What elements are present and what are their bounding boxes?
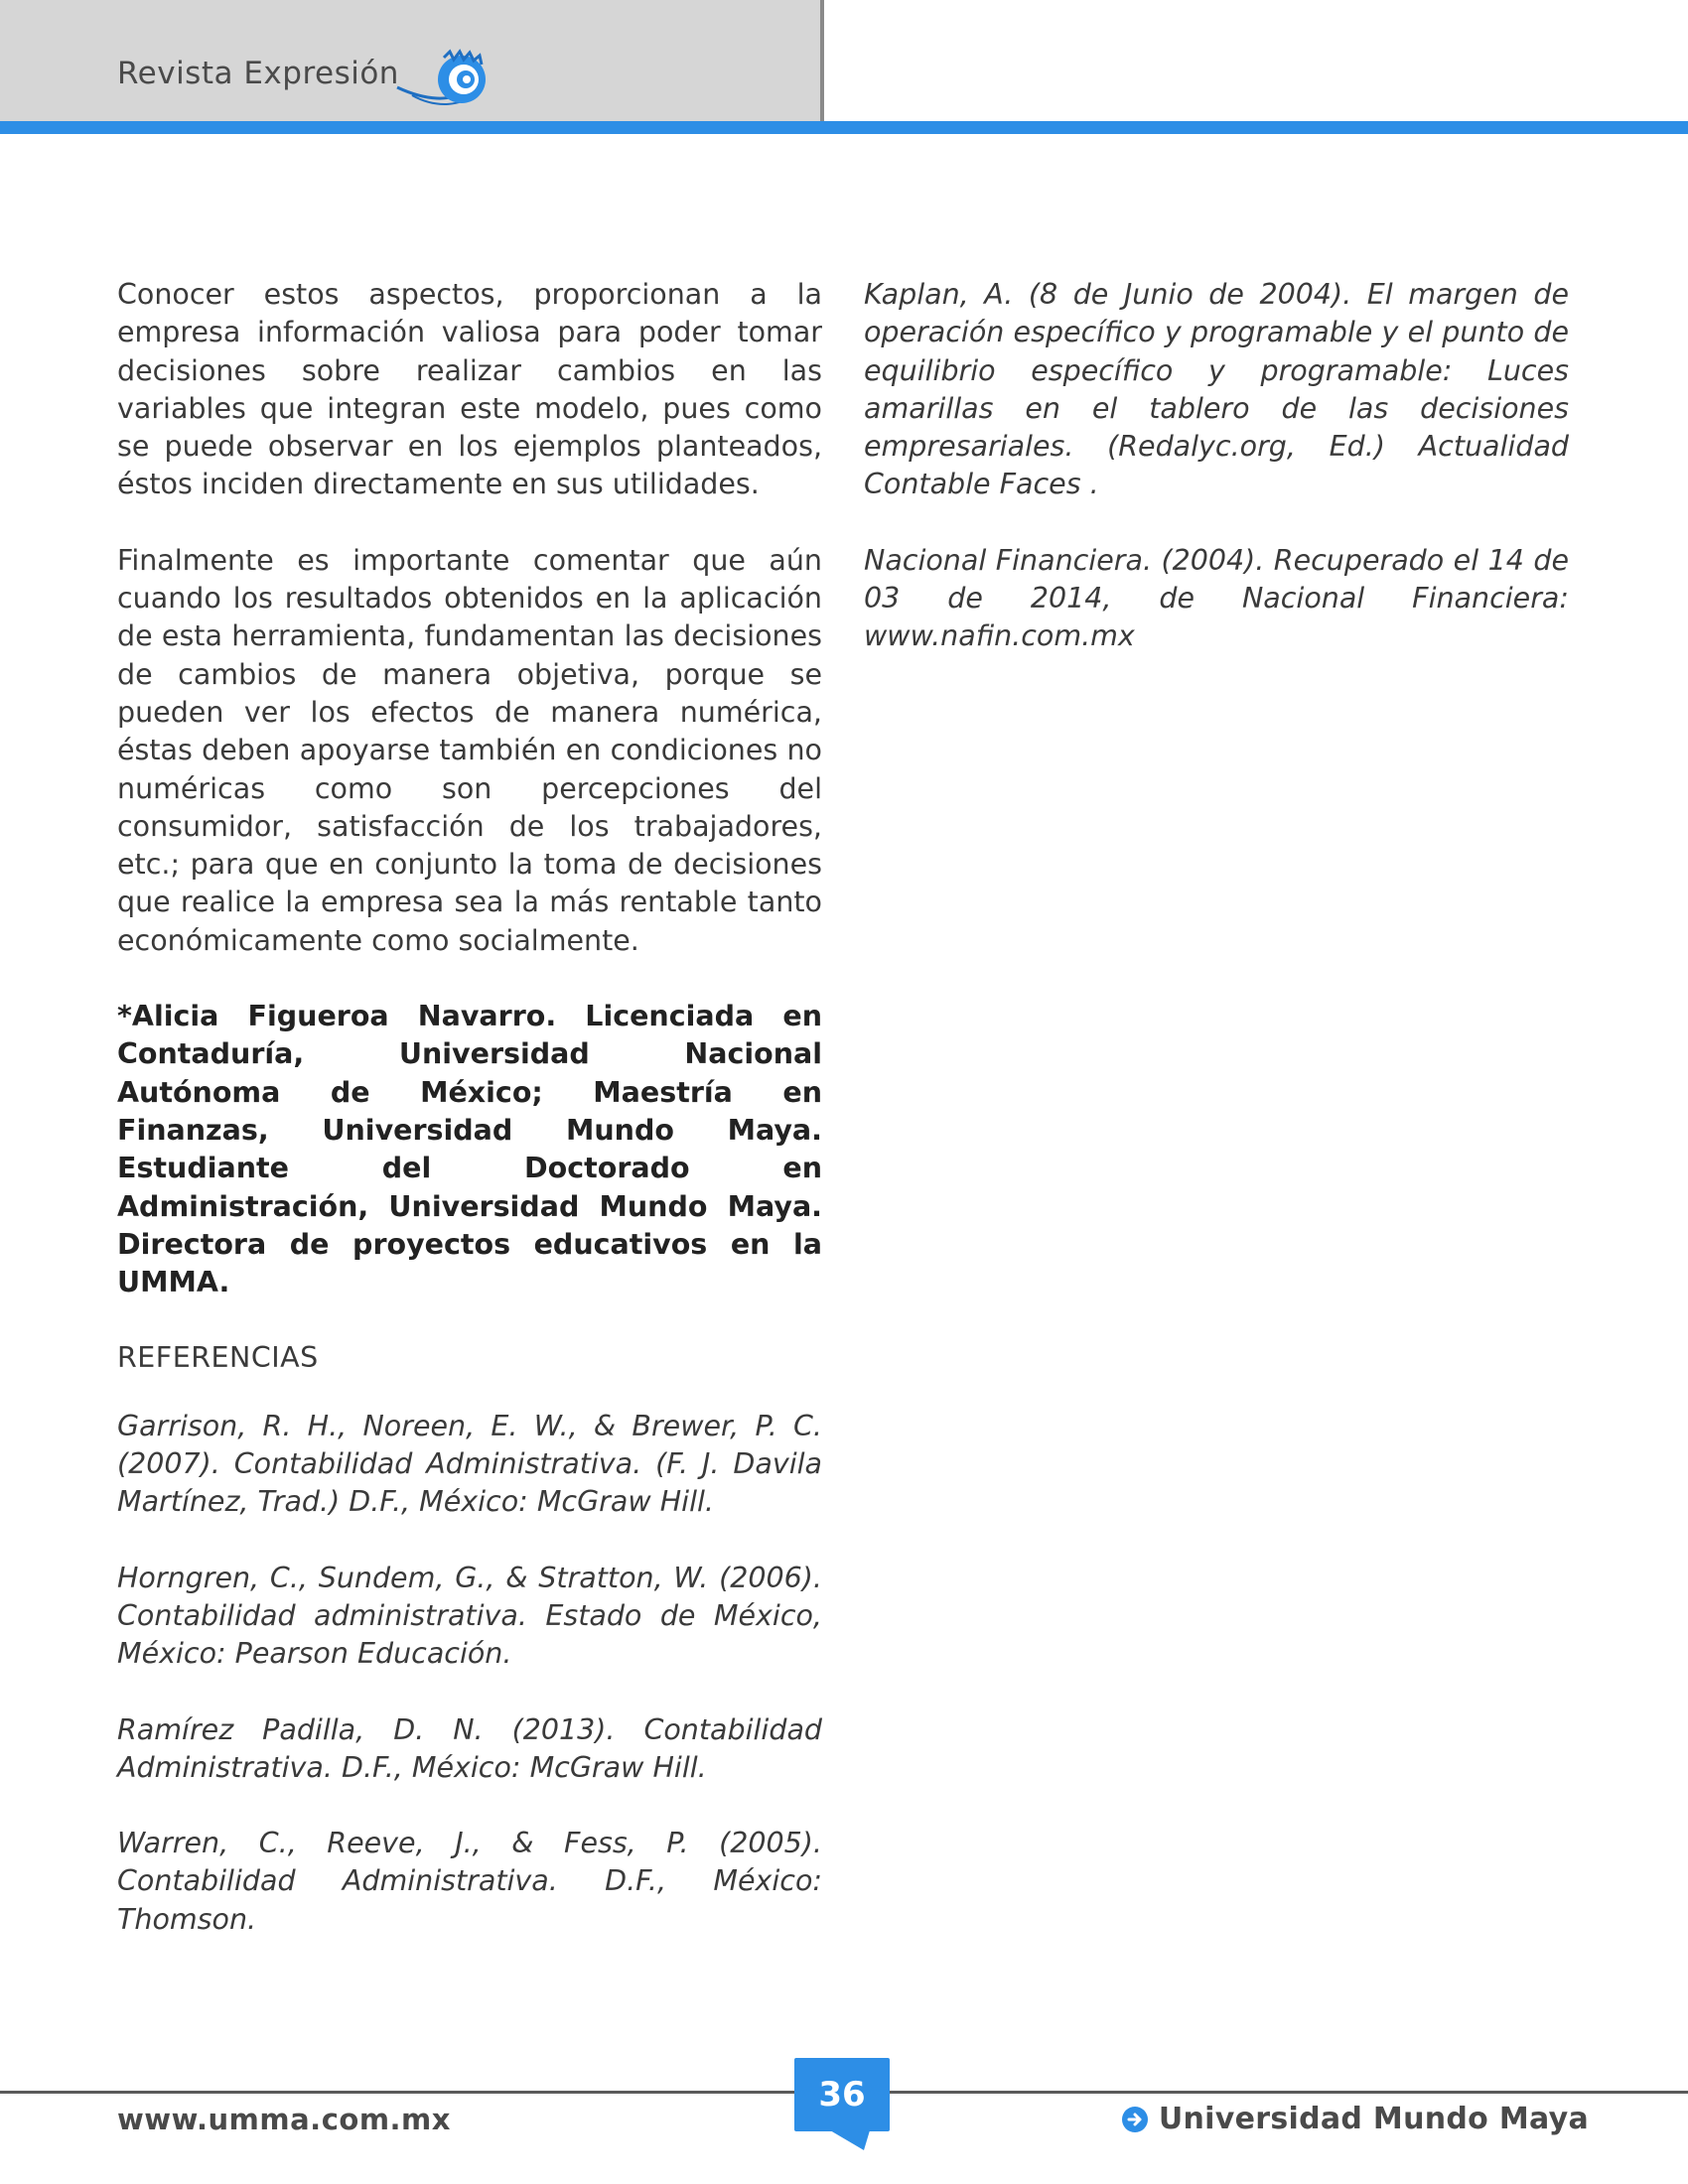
body-paragraph-2: Finalmente es importante comentar que aún cuando los resultados obtenidos en la aplicación de esta herramienta, fundamentan las decisiones de cambios de manera objetiva, porque se pueden ver los efectos de manera numérica, éstas deben apoyarse también en condiciones no numéricas como son percepciones del consumidor, satisfacción de los trabajadores, etc.; para que en conjunto la toma de decisiones que realice la empresa sea la más rentable tanto económicamente como socialmente. bbox=[117, 543, 822, 957]
references-heading: REFERENCIAS bbox=[117, 1341, 319, 1375]
magazine-title: Revista Expresión bbox=[117, 56, 399, 91]
arrow-right-circle-icon bbox=[1121, 2106, 1149, 2133]
reference-item: Garrison, R. H., Noreen, E. W., & Brewer, P. C. (2007). Contabilidad Administrativa. (F. J. Davila Martínez, Trad.) D.F., México: McGraw Hill. bbox=[117, 1409, 822, 1519]
header-rule bbox=[0, 121, 1688, 134]
reference-item: Ramírez Padilla, D. N. (2013). Contabilidad Administrativa. D.F., México: McGraw Hill. bbox=[117, 1712, 822, 1784]
left-column bbox=[117, 276, 822, 1977]
spiral-shell-icon bbox=[392, 40, 501, 119]
footer-url[interactable]: www.umma.com.mx bbox=[117, 2103, 451, 2136]
page-number-tab bbox=[830, 2130, 870, 2150]
right-column bbox=[864, 276, 1569, 694]
author-note: *Alicia Figueroa Navarro. Licenciada en Contaduría, Universidad Nacional Autónoma de México; Maestría en Finanzas, Universidad Mundo Maya. Estudiante del Doctorado en Administración, Universidad Mundo Maya. Directora de proyectos educativos en la UMMA. bbox=[117, 1000, 822, 1299]
reference-item: Warren, C., Reeve, J., & Fess, P. (2005). Contabilidad Administrativa. D.F., México: Thomson. bbox=[117, 1827, 822, 1936]
body-paragraph-1: Conocer estos aspectos, proporcionan a la empresa información valiosa para poder tomar decisiones sobre realizar cambios en las variables que integran este modelo, pues como se puede observar en los ejemplos planteados, éstos inciden directamente en sus utilidades. bbox=[117, 278, 822, 501]
reference-item: Nacional Financiera. (2004). Recuperado el 14 de 03 de 2014, de Nacional Financiera: www.nafin.com.mx bbox=[864, 543, 1569, 653]
footer-university bbox=[1121, 2102, 1589, 2136]
reference-item: Kaplan, A. (8 de Junio de 2004). El margen de operación específico y programable y el punto de equilibrio específico y programable: Luces amarillas en el tablero de las decisiones empresariales. (Redalyc.org, Ed.) Actualidad Contable Faces . bbox=[864, 278, 1569, 501]
university-name: Universidad Mundo Maya bbox=[1158, 2102, 1589, 2136]
page-number: 36 bbox=[794, 2058, 890, 2131]
reference-item: Horngren, C., Sundem, G., & Stratton, W. (2006). Contabilidad administrativa. Estado de México, México: Pearson Educación. bbox=[117, 1561, 822, 1671]
